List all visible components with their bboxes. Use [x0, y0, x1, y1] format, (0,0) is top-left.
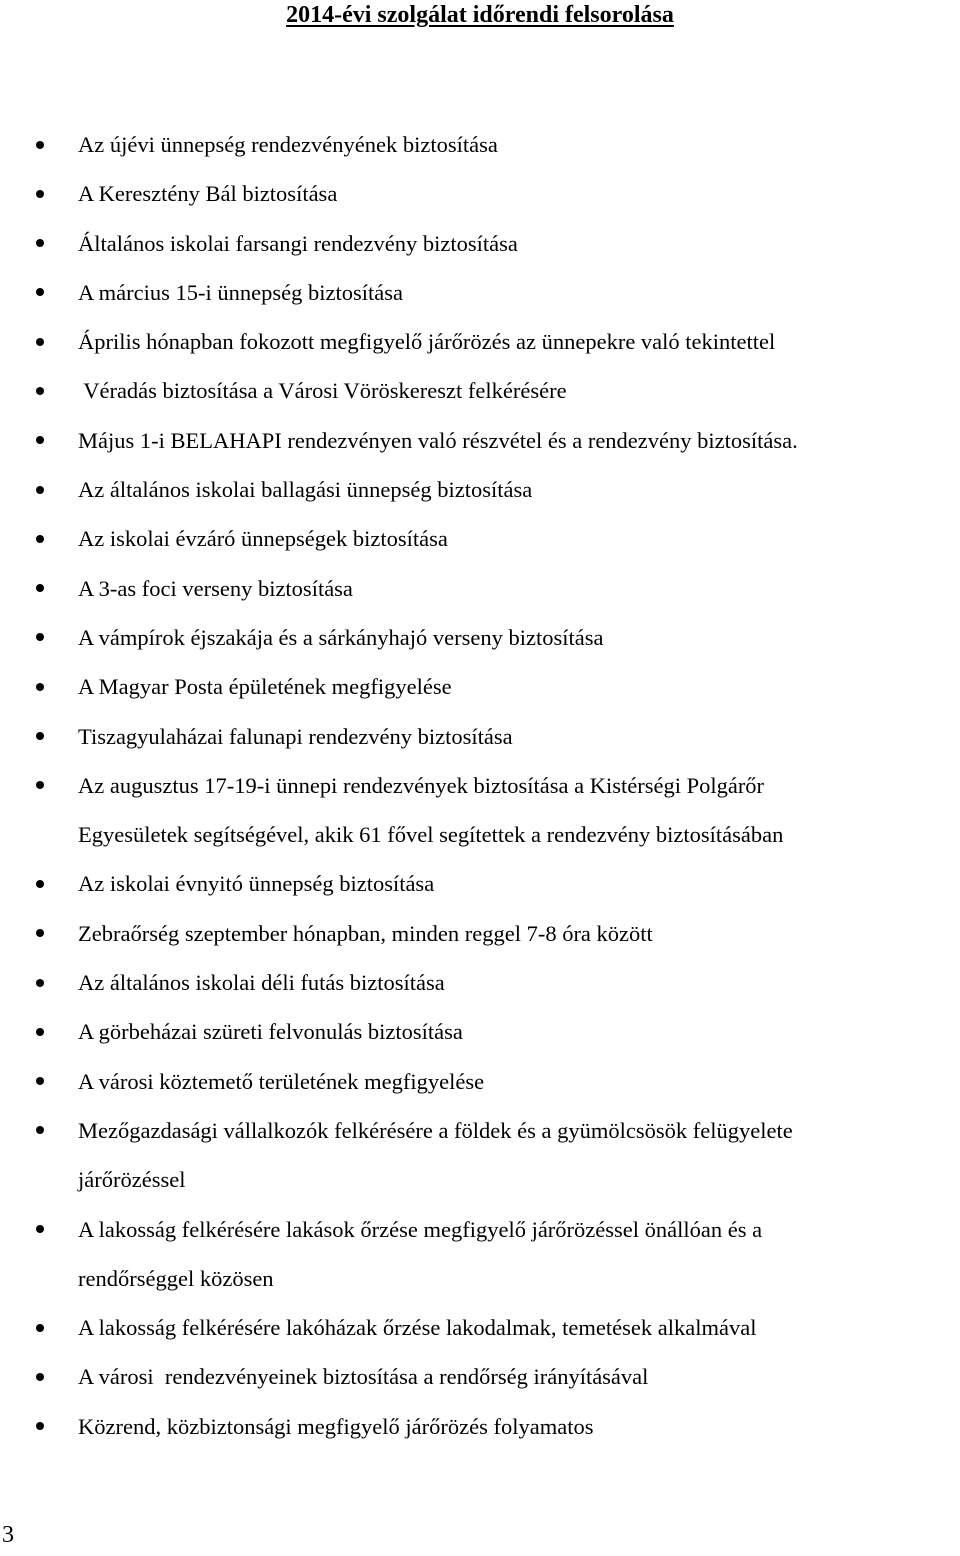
list-item-text: A vámpírok éjszakája és a sárkányhajó verseny biztosítása [78, 624, 604, 650]
bullet-icon [36, 1373, 44, 1381]
bullet-icon [36, 979, 44, 987]
list-item-text: Közrend, közbiztonsági megfigyelő járőrözés folyamatos [78, 1413, 594, 1439]
list-item [0, 564, 960, 613]
list-item [0, 1106, 960, 1205]
list-item [0, 1007, 960, 1056]
bullet-icon [36, 190, 44, 198]
bullet-icon [36, 436, 44, 444]
service-list [0, 120, 960, 1451]
list-item-text: Mezőgazdasági vállalkozók felkérésére a földek és a gyümölcsösök felügyelete [78, 1117, 793, 1143]
list-item-text: Május 1-i BELAHAPI rendezvényen való részvétel és a rendezvény biztosítása. [78, 427, 798, 453]
list-item-text: Az iskolai évzáró ünnepségek biztosítása [78, 526, 448, 552]
list-item-text: A lakosság felkérésére lakások őrzése megfigyelő járőrözéssel önállóan és a [78, 1216, 763, 1242]
bullet-icon [36, 781, 44, 789]
list-item [0, 761, 960, 860]
bullet-icon [36, 1225, 44, 1233]
list-item [0, 317, 960, 366]
bullet-icon [36, 683, 44, 691]
page-number: 3 [2, 1522, 14, 1548]
bullet-icon [36, 535, 44, 543]
list-item [0, 662, 960, 711]
list-item [0, 169, 960, 218]
list-item-text: járőrözéssel [78, 1167, 186, 1193]
list-item [0, 1352, 960, 1401]
bullet-icon [36, 338, 44, 346]
bullet-icon [36, 1126, 44, 1134]
bullet-icon [36, 239, 44, 247]
list-item-text: Tiszagyulaházai falunapi rendezvény biztosítása [78, 723, 513, 749]
list-item-text: Véradás biztosítása a Városi Vöröskereszt felkérésére [78, 378, 567, 404]
bullet-icon [36, 633, 44, 641]
bullet-icon [36, 288, 44, 296]
list-item-text: rendőrséggel közösen [78, 1265, 274, 1291]
list-item-text: Egyesületek segítségével, akik 61 fővel segítettek a rendezvény biztosításában [78, 822, 784, 848]
list-item-text: Az általános iskolai ballagási ünnepség biztosítása [78, 477, 533, 503]
bullet-icon [36, 929, 44, 937]
list-item [0, 613, 960, 662]
bullet-icon [36, 1077, 44, 1085]
page-title: 2014-évi szolgálat időrendi felsorolása [286, 2, 674, 28]
list-item-text: Az augusztus 17-19-i ünnepi rendezvények biztosítása a Kistérségi Polgárőr [78, 772, 765, 798]
bullet-icon [36, 141, 44, 149]
bullet-icon [36, 584, 44, 592]
list-item-text: A Magyar Posta épületének megfigyelése [78, 674, 452, 700]
bullet-icon [36, 880, 44, 888]
list-item-text: A március 15-i ünnepség biztosítása [78, 279, 403, 305]
list-item [0, 909, 960, 958]
list-item [0, 465, 960, 514]
bullet-icon [36, 1324, 44, 1332]
list-item-text: A lakosság felkérésére lakóházak őrzése lakodalmak, temetések alkalmával [78, 1315, 757, 1341]
list-item [0, 1402, 960, 1451]
list-item [0, 1303, 960, 1352]
list-item-text: Általános iskolai farsangi rendezvény biztosítása [78, 230, 518, 256]
bullet-icon [36, 1422, 44, 1430]
list-item [0, 366, 960, 415]
list-item [0, 120, 960, 169]
list-item [0, 268, 960, 317]
list-item [0, 514, 960, 563]
list-item [0, 1057, 960, 1106]
list-item-text: A városi rendezvényeinek biztosítása a rendőrség irányításával [78, 1364, 649, 1390]
list-item [0, 712, 960, 761]
list-item-text: Április hónapban fokozott megfigyelő járőrözés az ünnepekre való tekintettel [78, 329, 776, 355]
list-item [0, 219, 960, 268]
list-item-text: A görbeházai szüreti felvonulás biztosítása [78, 1019, 463, 1045]
list-item-text: Zebraőrség szeptember hónapban, minden reggel 7-8 óra között [78, 920, 653, 946]
list-item [0, 958, 960, 1007]
list-item-text: A városi köztemető területének megfigyelése [78, 1068, 485, 1094]
list-item-text: Az általános iskolai déli futás biztosítása [78, 970, 445, 996]
list-item [0, 416, 960, 465]
list-item-text: A 3-as foci verseny biztosítása [78, 575, 353, 601]
list-item [0, 1205, 960, 1304]
bullet-icon [36, 732, 44, 740]
bullet-icon [36, 387, 44, 395]
list-item-text: A Keresztény Bál biztosítása [78, 181, 338, 207]
bullet-icon [36, 1028, 44, 1036]
list-item [0, 859, 960, 908]
list-item-text: Az iskolai évnyitó ünnepség biztosítása [78, 871, 435, 897]
bullet-icon [36, 486, 44, 494]
list-item-text: Az újévi ünnepség rendezvényének biztosítása [78, 132, 498, 157]
